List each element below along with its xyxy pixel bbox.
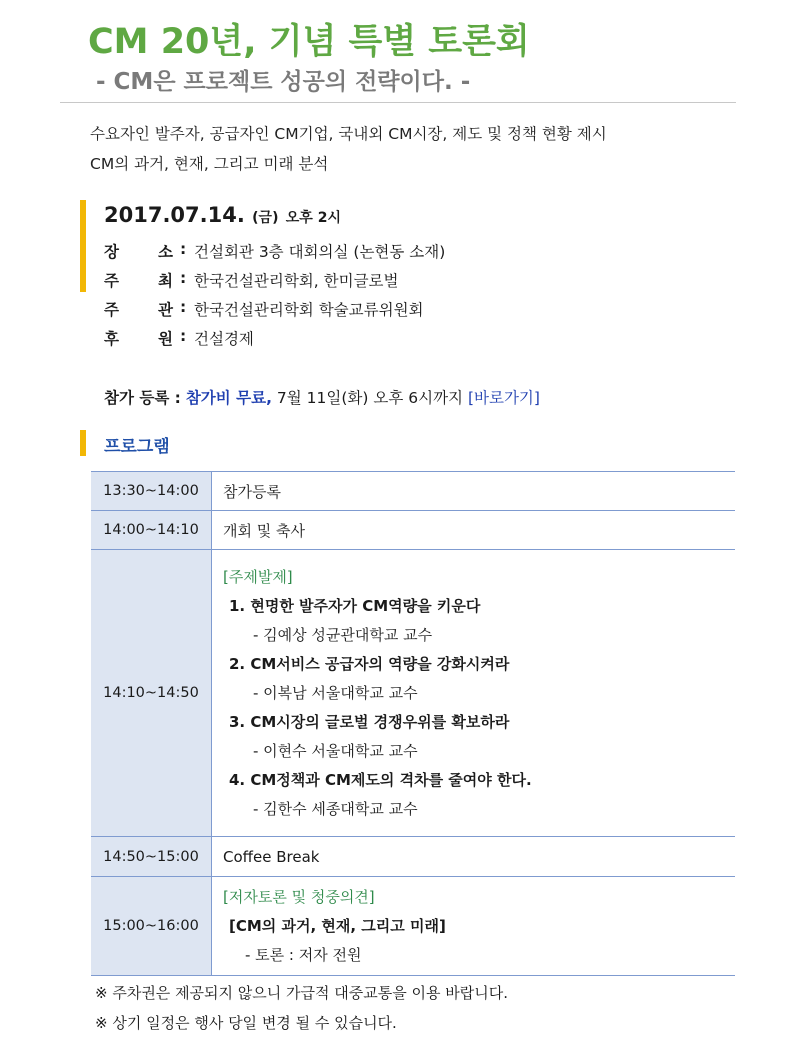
- speaker: - 김예상 성균관대학교 교수: [253, 625, 433, 644]
- note-schedule: ※ 상기 일정은 행사 당일 변경 될 수 있습니다.: [95, 1014, 397, 1032]
- time-cell: 14:00~14:10: [91, 511, 212, 549]
- topic: 2. CM서비스 공급자의 역량을 강화시켜라: [229, 654, 510, 673]
- title-divider: [60, 102, 736, 103]
- content-cell: [212, 550, 735, 836]
- table-row: [91, 471, 735, 510]
- event-row-colon: :: [180, 298, 187, 316]
- event-day: (금): [252, 210, 279, 226]
- content-text: Coffee Break: [223, 847, 320, 866]
- content-cell: [212, 877, 735, 975]
- content-text: 개회 및 축사: [223, 521, 305, 540]
- content-text: 참가등록: [223, 482, 281, 501]
- content-cell: [212, 472, 735, 510]
- event-date-value: 2017.07.14.: [104, 203, 245, 227]
- page-title: CM 20년, 기념 특별 토론회: [88, 22, 530, 62]
- event-row-key-2: 관: [158, 301, 173, 319]
- intro-line-1: 수요자인 발주자, 공급자인 CM기업, 국내외 CM시장, 제도 및 정책 현황 제시: [90, 125, 607, 143]
- content-cell: [212, 837, 735, 876]
- note-parking: ※ 주차권은 제공되지 않으니 가급적 대중교통을 이용 바랍니다.: [95, 984, 508, 1002]
- page-subtitle: - CM은 프로젝트 성공의 전략이다. -: [96, 69, 471, 95]
- event-row-value: 건설회관 3층 대회의실 (논현동 소재): [194, 243, 446, 261]
- event-row-key-1: 장: [104, 243, 119, 261]
- time-cell: 15:00~16:00: [91, 877, 212, 975]
- section-label: [저자토론 및 청중의견]: [223, 887, 375, 906]
- intro-line-2: CM의 과거, 현재, 그리고 미래 분석: [90, 155, 329, 173]
- table-row: [91, 876, 735, 976]
- section-label: [주제발제]: [223, 567, 293, 586]
- topic: 3. CM시장의 글로벌 경쟁우위를 확보하라: [229, 712, 510, 731]
- event-row-key-1: 주: [104, 301, 119, 319]
- topic: 4. CM정책과 CM제도의 격차를 줄여야 한다.: [229, 770, 532, 789]
- event-row-colon: :: [180, 240, 187, 258]
- registration-deadline: 7월 11일(화) 오후 6시까지: [276, 389, 464, 407]
- event-row-value: 한국건설관리학회 학술교류위원회: [194, 301, 424, 319]
- speaker: - 이복남 서울대학교 교수: [253, 683, 418, 702]
- event-time: 오후 2시: [285, 210, 341, 226]
- content-cell: [212, 511, 735, 549]
- program-title: 프로그램: [104, 437, 170, 457]
- program-accent-bar: [80, 430, 86, 456]
- table-row: [91, 549, 735, 836]
- event-row-colon: :: [180, 327, 187, 345]
- speaker: - 토론 : 저자 전원: [245, 945, 362, 964]
- event-row-key-1: 후: [104, 330, 119, 348]
- time-cell: 14:50~15:00: [91, 837, 212, 876]
- table-row: [91, 836, 735, 876]
- event-date: [104, 203, 341, 227]
- event-row-key-2: 소: [158, 243, 173, 261]
- time-cell: 14:10~14:50: [91, 550, 212, 836]
- registration-label: 참가 등록 :: [104, 389, 181, 407]
- topic: [CM의 과거, 현재, 그리고 미래]: [229, 916, 446, 935]
- registration-link[interactable]: [바로가기]: [467, 389, 540, 407]
- event-row-value: 건설경제: [194, 330, 254, 348]
- event-row-key-1: 주: [104, 272, 119, 290]
- registration-line: [104, 386, 540, 408]
- event-row-colon: :: [180, 269, 187, 287]
- topic: 1. 현명한 발주자가 CM역량을 키운다: [229, 596, 481, 615]
- registration-free: 참가비 무료,: [185, 389, 272, 407]
- speaker: - 김한수 세종대학교 교수: [253, 799, 418, 818]
- time-cell: 13:30~14:00: [91, 472, 212, 510]
- event-row-key-2: 원: [158, 330, 173, 348]
- table-row: [91, 510, 735, 549]
- speaker: - 이현수 서울대학교 교수: [253, 741, 418, 760]
- program-table: [91, 471, 735, 976]
- event-row-key-2: 최: [158, 272, 173, 290]
- event-row-value: 한국건설관리학회, 한미글로벌: [194, 272, 399, 290]
- event-accent-bar: [80, 200, 86, 292]
